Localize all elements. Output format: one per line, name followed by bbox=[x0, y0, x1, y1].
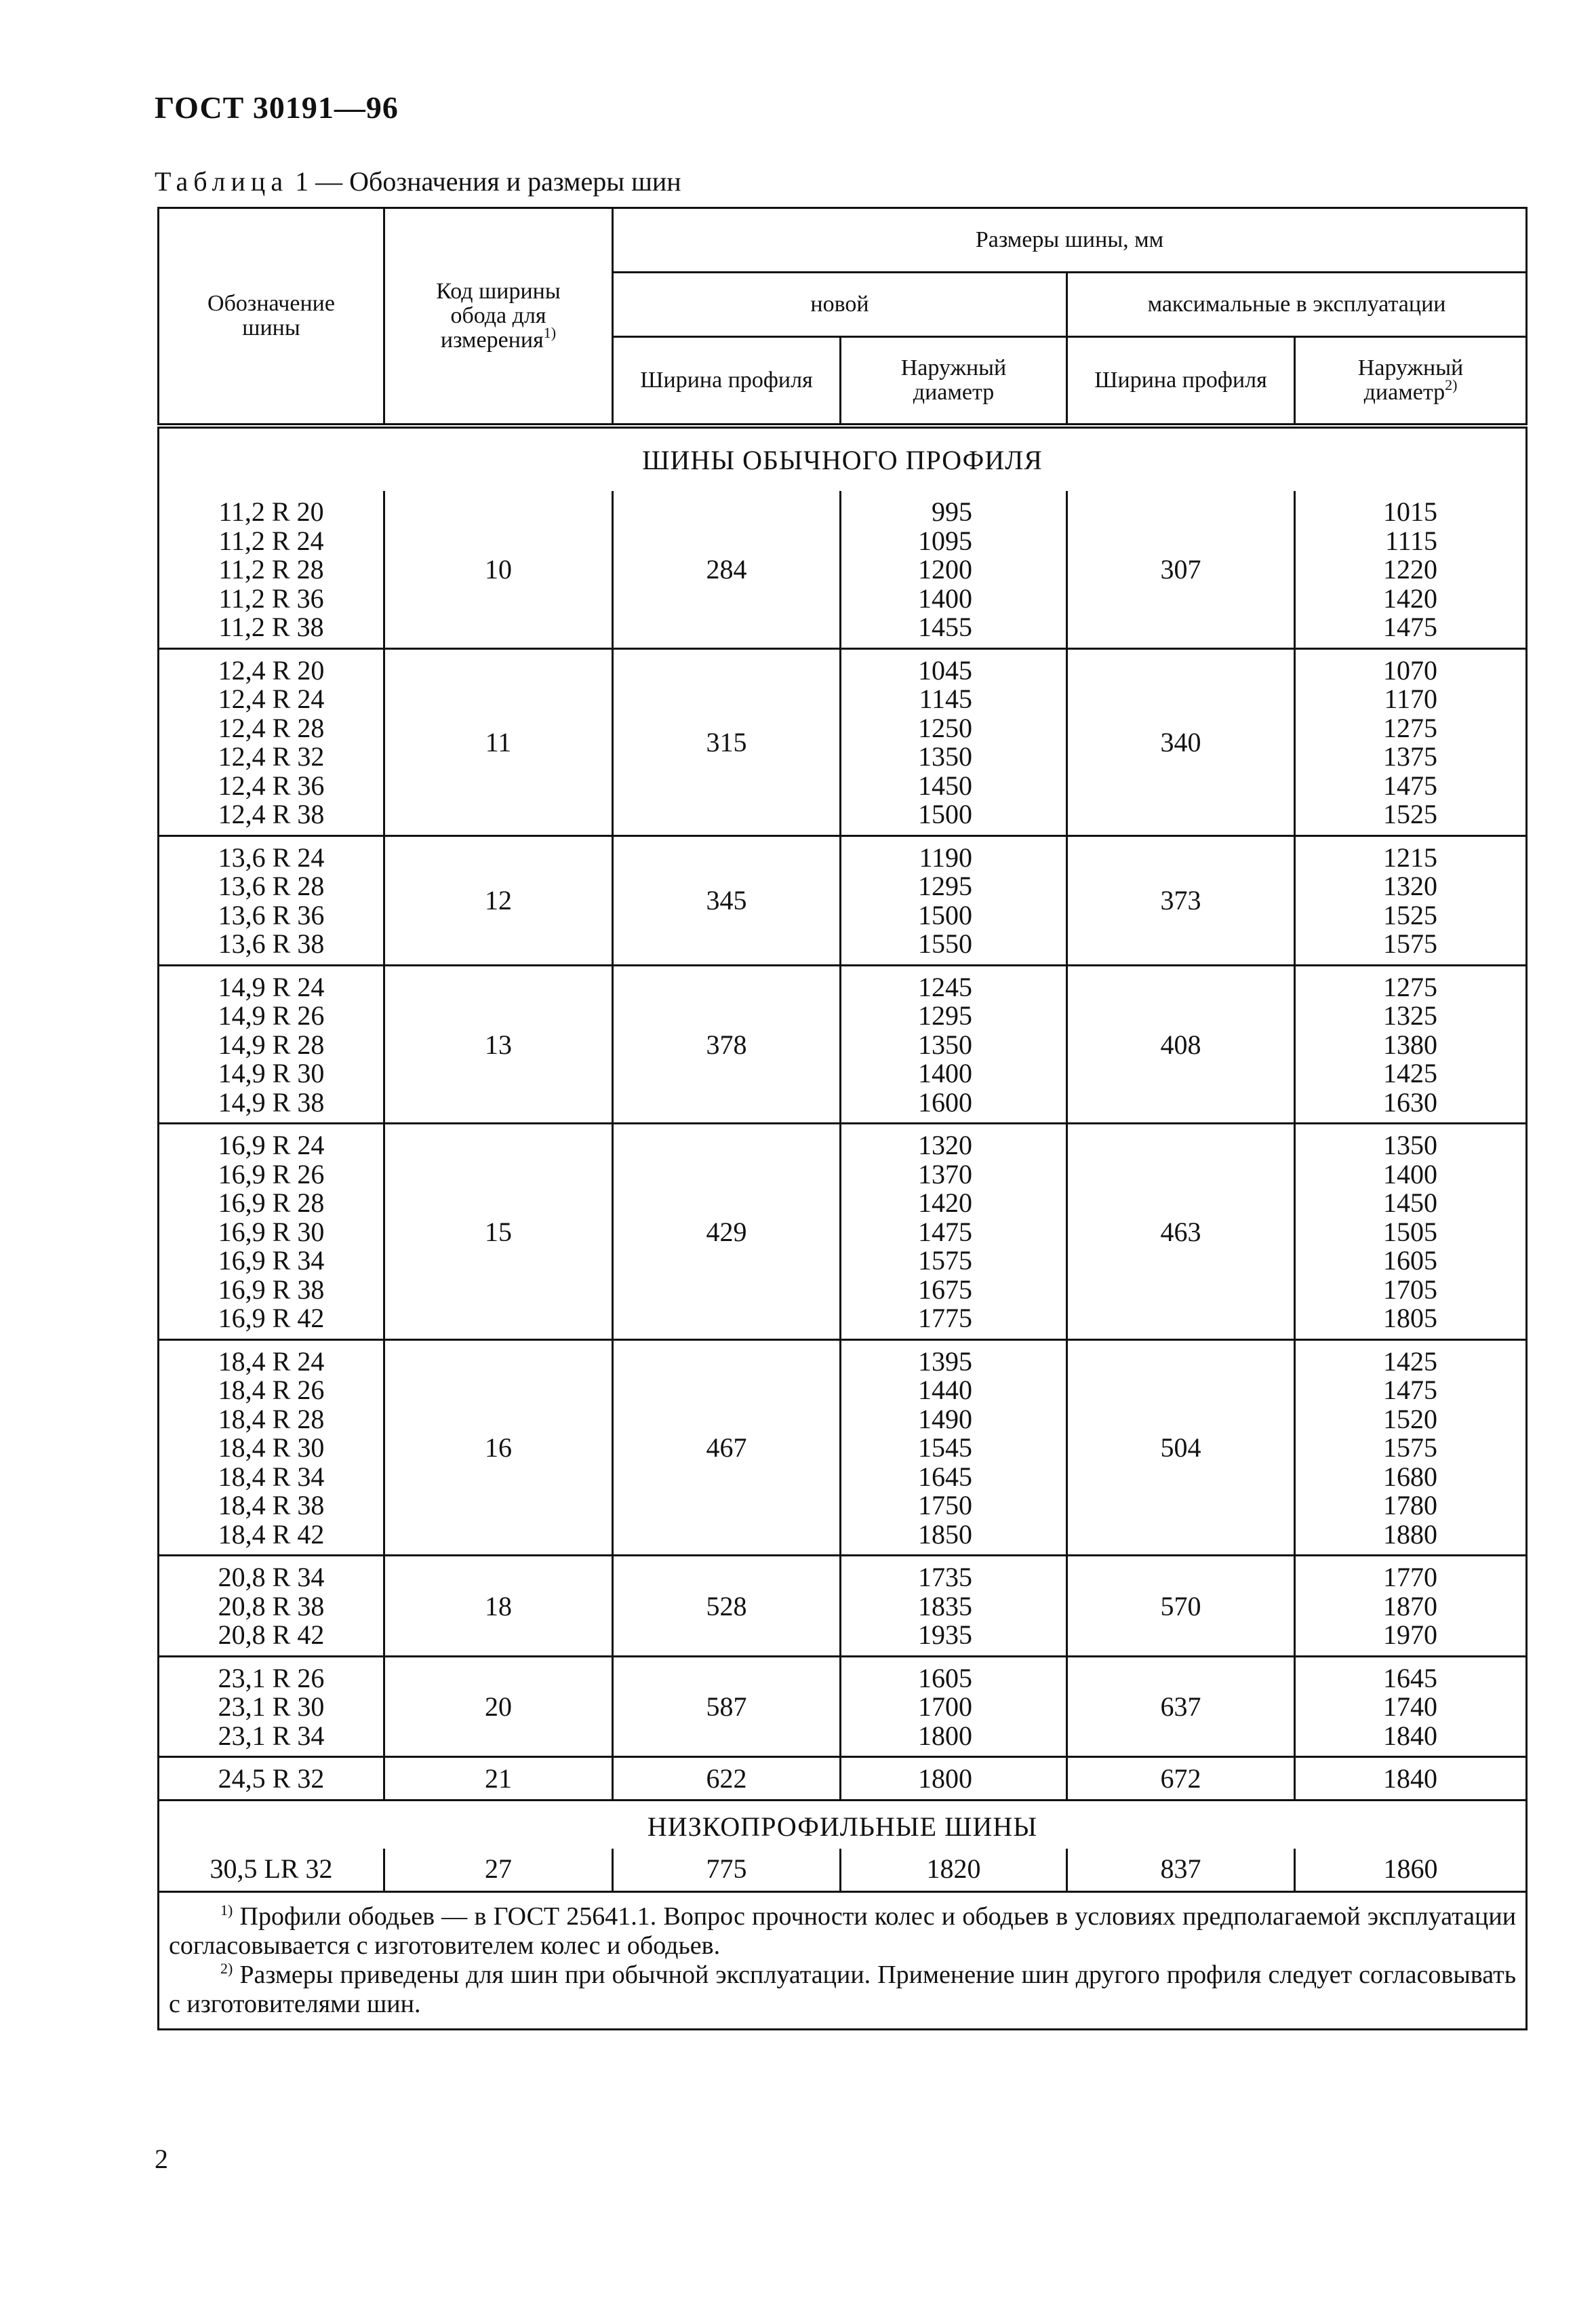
diameter-new-cell bbox=[841, 835, 1067, 965]
rim-code-cell: 21 bbox=[384, 1757, 613, 1801]
diameter-new-cell-value: 1935 bbox=[918, 1619, 972, 1650]
tire-designation-value: 13,6 R 38 bbox=[218, 928, 325, 959]
diameter-new-cell-value: 995 bbox=[932, 496, 972, 527]
tire-designation bbox=[159, 965, 384, 1124]
tire-designation-value: 16,9 R 38 bbox=[218, 1274, 325, 1305]
section-header bbox=[159, 1800, 1527, 1849]
diameter-new-cell-value: 1675 bbox=[918, 1274, 972, 1305]
tire-designation-value: 18,4 R 38 bbox=[218, 1490, 325, 1520]
diameter-max-cell-value: 1115 bbox=[1385, 525, 1438, 556]
diameter-new-cell-value: 1295 bbox=[918, 1000, 972, 1031]
tire-designation-value: 14,9 R 30 bbox=[218, 1058, 325, 1088]
width-max-cell: 570 bbox=[1067, 1556, 1295, 1657]
table-row bbox=[159, 1849, 1527, 1892]
footnote-marker: 2) bbox=[220, 1959, 233, 1977]
diameter-max-cell-value: 1275 bbox=[1383, 971, 1438, 1002]
tire-designation-value: 16,9 R 26 bbox=[218, 1158, 325, 1189]
diameter-new-cell-value: 1500 bbox=[918, 799, 972, 829]
diameter-max-cell-value: 1680 bbox=[1383, 1461, 1438, 1492]
diameter-new-cell-value: 1190 bbox=[919, 842, 972, 873]
rim-code-cell: 20 bbox=[384, 1656, 613, 1757]
diameter-max-cell-value: 1505 bbox=[1383, 1216, 1438, 1247]
diameter-max-cell-value: 1970 bbox=[1383, 1619, 1438, 1650]
tire-designation bbox=[159, 648, 384, 835]
diameter-max-cell bbox=[1295, 648, 1527, 835]
tire-group bbox=[159, 1339, 1527, 1556]
tire-designation-value: 20,8 R 34 bbox=[218, 1562, 325, 1592]
header-diameter-new: Наружный диаметр bbox=[841, 337, 1067, 427]
tire-designation-value: 16,9 R 42 bbox=[218, 1303, 325, 1333]
diameter-new-cell-value: 1245 bbox=[918, 971, 972, 1002]
rim-code-cell: 11 bbox=[384, 648, 613, 835]
tire-designation bbox=[159, 1556, 384, 1657]
tire-designation bbox=[159, 1656, 384, 1757]
tire-group bbox=[159, 1849, 1527, 1892]
tire-group bbox=[159, 491, 1527, 648]
diameter-new-cell-value: 1320 bbox=[918, 1130, 972, 1160]
diameter-new-cell-value: 1750 bbox=[918, 1490, 972, 1520]
diameter-max-cell-value: 1425 bbox=[1383, 1058, 1438, 1088]
diameter-max-cell-value: 1215 bbox=[1383, 842, 1438, 873]
table-notes bbox=[159, 1891, 1527, 2029]
rim-code-cell: 13 bbox=[384, 965, 613, 1124]
tire-designation-value: 23,1 R 30 bbox=[218, 1691, 325, 1722]
table-caption-prefix: Таблица bbox=[155, 166, 289, 197]
diameter-max-cell-value: 1575 bbox=[1383, 1432, 1438, 1463]
diameter-new-cell-value: 1490 bbox=[918, 1403, 972, 1434]
tire-group bbox=[159, 965, 1527, 1124]
diameter-new-cell-value: 1250 bbox=[918, 712, 972, 743]
header-width-new: Ширина профиля bbox=[613, 337, 841, 427]
diameter-new-cell-value: 1295 bbox=[918, 871, 972, 901]
diameter-max-cell-value: 1705 bbox=[1383, 1274, 1438, 1305]
diameter-max-cell bbox=[1295, 1849, 1527, 1892]
diameter-max-cell-value: 1860 bbox=[1383, 1853, 1438, 1884]
diameter-max-cell-value: 1170 bbox=[1384, 684, 1438, 714]
rim-code-cell: 15 bbox=[384, 1124, 613, 1340]
section-title: ШИНЫ ОБЫЧНОГО ПРОФИЛЯ bbox=[159, 426, 1527, 491]
section-header bbox=[159, 426, 1527, 491]
tire-group bbox=[159, 1124, 1527, 1340]
diameter-new-cell-value: 1775 bbox=[918, 1303, 972, 1333]
diameter-new-cell-value: 1800 bbox=[918, 1763, 972, 1794]
diameter-max-cell-value: 1275 bbox=[1383, 712, 1438, 743]
diameter-new-cell-value: 1835 bbox=[918, 1590, 972, 1621]
diameter-new-cell-value: 1370 bbox=[918, 1158, 972, 1189]
tire-group bbox=[159, 648, 1527, 835]
tire-designation-value: 23,1 R 26 bbox=[218, 1662, 325, 1693]
rim-code-cell: 16 bbox=[384, 1339, 613, 1556]
tire-designation-value: 24,5 R 32 bbox=[218, 1763, 325, 1794]
tire-designation-value: 13,6 R 24 bbox=[218, 842, 325, 873]
diameter-new-cell-value: 1455 bbox=[918, 612, 972, 642]
width-new-cell: 315 bbox=[613, 648, 841, 835]
diameter-new-cell-value: 1820 bbox=[926, 1853, 981, 1884]
diameter-new-cell-value: 1550 bbox=[918, 928, 972, 959]
diameter-max-cell-value: 1605 bbox=[1383, 1245, 1438, 1276]
diameter-max-cell-value: 1870 bbox=[1383, 1590, 1438, 1621]
tire-designation-value: 16,9 R 24 bbox=[218, 1130, 325, 1160]
header-width-max: Ширина профиля bbox=[1067, 337, 1295, 427]
tire-designation-value: 16,9 R 34 bbox=[218, 1245, 325, 1276]
table-row bbox=[159, 1757, 1527, 1801]
table-row bbox=[159, 1339, 1527, 1556]
rim-code-cell: 18 bbox=[384, 1556, 613, 1657]
tire-designation-value: 13,6 R 36 bbox=[218, 899, 325, 930]
diameter-new-cell bbox=[841, 648, 1067, 835]
diameter-max-cell-value: 1805 bbox=[1383, 1303, 1438, 1333]
diameter-max-cell-value: 1475 bbox=[1383, 1375, 1438, 1405]
width-new-cell: 467 bbox=[613, 1339, 841, 1556]
tire-designation-value: 12,4 R 28 bbox=[218, 712, 325, 743]
section-title: НИЗКОПРОФИЛЬНЫЕ ШИНЫ bbox=[159, 1800, 1527, 1849]
diameter-new-cell bbox=[841, 1124, 1067, 1340]
header-diameter-max-note: 2) bbox=[1445, 376, 1458, 393]
width-max-cell: 340 bbox=[1067, 648, 1295, 835]
diameter-new-cell-value: 1605 bbox=[918, 1662, 972, 1693]
tire-designation-value: 18,4 R 28 bbox=[218, 1403, 325, 1434]
footnote bbox=[169, 1961, 1516, 2019]
diameter-max-cell bbox=[1295, 1656, 1527, 1757]
tire-group bbox=[159, 1556, 1527, 1657]
header-designation: Обозначение шины bbox=[159, 208, 384, 427]
diameter-max-cell bbox=[1295, 1757, 1527, 1801]
document-title: ГОСТ 30191—96 bbox=[155, 90, 399, 125]
width-new-cell: 775 bbox=[613, 1849, 841, 1892]
diameter-new-cell-value: 1600 bbox=[918, 1086, 972, 1118]
width-max-cell: 504 bbox=[1067, 1339, 1295, 1556]
tire-designation-value: 30,5 LR 32 bbox=[210, 1853, 333, 1884]
diameter-new-cell bbox=[841, 1849, 1067, 1892]
header-rim-code-note: 1) bbox=[543, 324, 557, 341]
header-sizes: Размеры шины, мм bbox=[613, 208, 1527, 273]
diameter-new-cell-value: 1350 bbox=[918, 1029, 972, 1060]
diameter-max-cell bbox=[1295, 491, 1527, 648]
width-new-cell: 528 bbox=[613, 1556, 841, 1657]
rim-code-cell: 12 bbox=[384, 835, 613, 965]
tire-designation bbox=[159, 1757, 384, 1801]
tire-designation bbox=[159, 1849, 384, 1892]
tire-group bbox=[159, 1757, 1527, 1801]
diameter-new-cell-value: 1850 bbox=[918, 1518, 972, 1550]
rim-code-cell: 27 bbox=[384, 1849, 613, 1892]
width-new-cell: 429 bbox=[613, 1124, 841, 1340]
diameter-max-cell-value: 1475 bbox=[1383, 770, 1438, 801]
diameter-max-cell-value: 1645 bbox=[1383, 1662, 1438, 1693]
diameter-max-cell-value: 1015 bbox=[1383, 496, 1438, 527]
diameter-max-cell bbox=[1295, 1556, 1527, 1657]
diameter-max-cell-value: 1450 bbox=[1383, 1187, 1438, 1218]
width-max-cell: 408 bbox=[1067, 965, 1295, 1124]
diameter-new-cell-value: 1735 bbox=[918, 1562, 972, 1592]
diameter-max-cell-value: 1420 bbox=[1383, 583, 1438, 614]
table-caption bbox=[155, 165, 681, 197]
width-new-cell: 345 bbox=[613, 835, 841, 965]
diameter-new-cell-value: 1045 bbox=[918, 654, 972, 686]
diameter-max-cell bbox=[1295, 1124, 1527, 1340]
width-new-cell: 622 bbox=[613, 1757, 841, 1801]
diameter-max-cell-value: 1380 bbox=[1383, 1029, 1438, 1060]
tire-designation-value: 12,4 R 20 bbox=[218, 654, 325, 686]
tire-designation-value: 12,4 R 36 bbox=[218, 770, 325, 801]
tire-designation-value: 14,9 R 24 bbox=[218, 971, 325, 1002]
diameter-max-cell-value: 1525 bbox=[1383, 899, 1438, 930]
diameter-max-cell-value: 1770 bbox=[1383, 1562, 1438, 1592]
diameter-max-cell-value: 1425 bbox=[1383, 1345, 1438, 1377]
diameter-max-cell-value: 1780 bbox=[1383, 1490, 1438, 1520]
table-row bbox=[159, 965, 1527, 1124]
header-diameter-max-text: Наружный диаметр bbox=[1357, 355, 1464, 405]
diameter-max-cell-value: 1325 bbox=[1383, 1000, 1438, 1031]
diameter-new-cell bbox=[841, 1339, 1067, 1556]
diameter-max-cell-value: 1320 bbox=[1383, 871, 1438, 901]
footnote-marker: 1) bbox=[220, 1901, 233, 1919]
width-new-cell: 284 bbox=[613, 491, 841, 648]
tire-designation-value: 11,2 R 38 bbox=[218, 612, 324, 642]
diameter-max-cell-value: 1880 bbox=[1383, 1518, 1438, 1550]
diameter-new-cell-value: 1395 bbox=[918, 1345, 972, 1377]
diameter-new-cell-value: 1575 bbox=[918, 1245, 972, 1276]
diameter-max-cell-value: 1475 bbox=[1383, 612, 1438, 642]
diameter-new-cell bbox=[841, 1556, 1067, 1657]
diameter-new-cell-value: 1545 bbox=[918, 1432, 972, 1463]
diameter-new-cell-value: 1200 bbox=[918, 554, 972, 585]
tire-designation-value: 20,8 R 42 bbox=[218, 1619, 325, 1650]
diameter-new-cell-value: 1440 bbox=[918, 1375, 972, 1405]
header-new: новой bbox=[613, 273, 1067, 337]
tire-designation-value: 11,2 R 24 bbox=[218, 525, 324, 556]
diameter-max-cell-value: 1220 bbox=[1383, 554, 1438, 585]
diameter-max-cell-value: 1575 bbox=[1383, 928, 1438, 959]
width-max-cell: 837 bbox=[1067, 1849, 1295, 1892]
diameter-max-cell bbox=[1295, 1339, 1527, 1556]
diameter-max-cell bbox=[1295, 835, 1527, 965]
diameter-max-cell-value: 1350 bbox=[1383, 1130, 1438, 1160]
diameter-new-cell bbox=[841, 491, 1067, 648]
table-row bbox=[159, 1556, 1527, 1657]
tire-designation-value: 12,4 R 32 bbox=[218, 741, 325, 772]
diameter-max-cell-value: 1070 bbox=[1383, 654, 1438, 686]
tire-designation-value: 11,2 R 36 bbox=[218, 583, 324, 614]
header-diameter-max bbox=[1295, 337, 1527, 427]
footnote-text: Профили ободьев — в ГОСТ 25641.1. Вопрос прочности колес и ободьев в условиях предполагаемой эксплуатации согласовывается с изготовителем колес и ободьев. bbox=[169, 1902, 1517, 1960]
table-row bbox=[159, 1656, 1527, 1757]
tire-designation-value: 14,9 R 28 bbox=[218, 1029, 325, 1060]
diameter-new-cell-value: 1475 bbox=[918, 1216, 972, 1247]
diameter-new-cell bbox=[841, 1656, 1067, 1757]
footnote-text: Размеры приведены для шин при обычной эксплуатации. Применение шин другого профиля следует согласовывать с изготовителями шин. bbox=[169, 1960, 1517, 2018]
width-new-cell: 378 bbox=[613, 965, 841, 1124]
tire-designation-value: 18,4 R 34 bbox=[218, 1461, 325, 1492]
diameter-max-cell-value: 1740 bbox=[1383, 1691, 1438, 1722]
header-rim-code bbox=[384, 208, 613, 427]
width-max-cell: 637 bbox=[1067, 1656, 1295, 1757]
page-number: 2 bbox=[155, 2144, 168, 2174]
diameter-new-cell-value: 1800 bbox=[918, 1720, 972, 1751]
table-row bbox=[159, 648, 1527, 835]
diameter-max-cell-value: 1840 bbox=[1383, 1720, 1438, 1751]
tire-table-container bbox=[157, 207, 1525, 2030]
diameter-max-cell-value: 1400 bbox=[1383, 1158, 1438, 1189]
diameter-new-cell-value: 1700 bbox=[918, 1691, 972, 1722]
width-max-cell: 307 bbox=[1067, 491, 1295, 648]
diameter-new-cell-value: 1450 bbox=[918, 770, 972, 801]
tire-designation-value: 13,6 R 28 bbox=[218, 871, 325, 901]
tire-designation-value: 16,9 R 30 bbox=[218, 1216, 325, 1247]
tire-group bbox=[159, 835, 1527, 965]
tire-designation-value: 12,4 R 24 bbox=[218, 684, 325, 714]
tire-designation-value: 14,9 R 26 bbox=[218, 1000, 325, 1031]
table-row bbox=[159, 1124, 1527, 1340]
tire-designation-value: 18,4 R 24 bbox=[218, 1345, 325, 1377]
diameter-max-cell-value: 1630 bbox=[1383, 1086, 1438, 1118]
table-row bbox=[159, 835, 1527, 965]
diameter-new-cell bbox=[841, 1757, 1067, 1801]
tire-designation bbox=[159, 835, 384, 965]
tire-designation-value: 23,1 R 34 bbox=[218, 1720, 325, 1751]
diameter-new-cell bbox=[841, 965, 1067, 1124]
diameter-new-cell-value: 1145 bbox=[919, 684, 972, 714]
footnotes-cell bbox=[159, 1891, 1527, 2029]
tire-designation-value: 18,4 R 26 bbox=[218, 1375, 325, 1405]
tire-designation bbox=[159, 491, 384, 648]
tire-designation-value: 11,2 R 28 bbox=[218, 554, 324, 585]
diameter-new-cell-value: 1350 bbox=[918, 741, 972, 772]
diameter-new-cell-value: 1400 bbox=[918, 583, 972, 614]
diameter-new-cell-value: 1400 bbox=[918, 1058, 972, 1088]
tire-group bbox=[159, 1656, 1527, 1757]
tire-designation-value: 16,9 R 28 bbox=[218, 1187, 325, 1218]
table-row bbox=[159, 491, 1527, 648]
tire-designation-value: 12,4 R 38 bbox=[218, 799, 325, 829]
diameter-max-cell bbox=[1295, 965, 1527, 1124]
tire-designation-value: 18,4 R 30 bbox=[218, 1432, 325, 1463]
tire-dimensions-table bbox=[157, 207, 1528, 2030]
tire-designation bbox=[159, 1124, 384, 1340]
tire-designation-value: 18,4 R 42 bbox=[218, 1518, 325, 1550]
diameter-max-cell-value: 1840 bbox=[1383, 1763, 1438, 1794]
rim-code-cell: 10 bbox=[384, 491, 613, 648]
width-new-cell: 587 bbox=[613, 1656, 841, 1757]
diameter-new-cell-value: 1095 bbox=[918, 525, 972, 556]
tire-designation-value: 14,9 R 38 bbox=[218, 1086, 325, 1118]
footnote bbox=[169, 1902, 1516, 1961]
table-caption-text: 1 — Обозначения и размеры шин bbox=[288, 166, 681, 197]
width-max-cell: 463 bbox=[1067, 1124, 1295, 1340]
header-rim-code-text: Код ширины обода для измерения bbox=[436, 279, 561, 353]
diameter-new-cell-value: 1500 bbox=[918, 899, 972, 930]
header-max-operation: максимальные в эксплуатации bbox=[1067, 273, 1527, 337]
tire-designation-value: 11,2 R 20 bbox=[218, 496, 324, 527]
tire-designation-value: 20,8 R 38 bbox=[218, 1590, 325, 1621]
diameter-max-cell-value: 1520 bbox=[1383, 1403, 1438, 1434]
tire-designation bbox=[159, 1339, 384, 1556]
diameter-new-cell-value: 1420 bbox=[918, 1187, 972, 1218]
diameter-new-cell-value: 1645 bbox=[918, 1461, 972, 1492]
width-max-cell: 373 bbox=[1067, 835, 1295, 965]
diameter-max-cell-value: 1375 bbox=[1383, 741, 1438, 772]
width-max-cell: 672 bbox=[1067, 1757, 1295, 1801]
diameter-max-cell-value: 1525 bbox=[1383, 799, 1438, 829]
